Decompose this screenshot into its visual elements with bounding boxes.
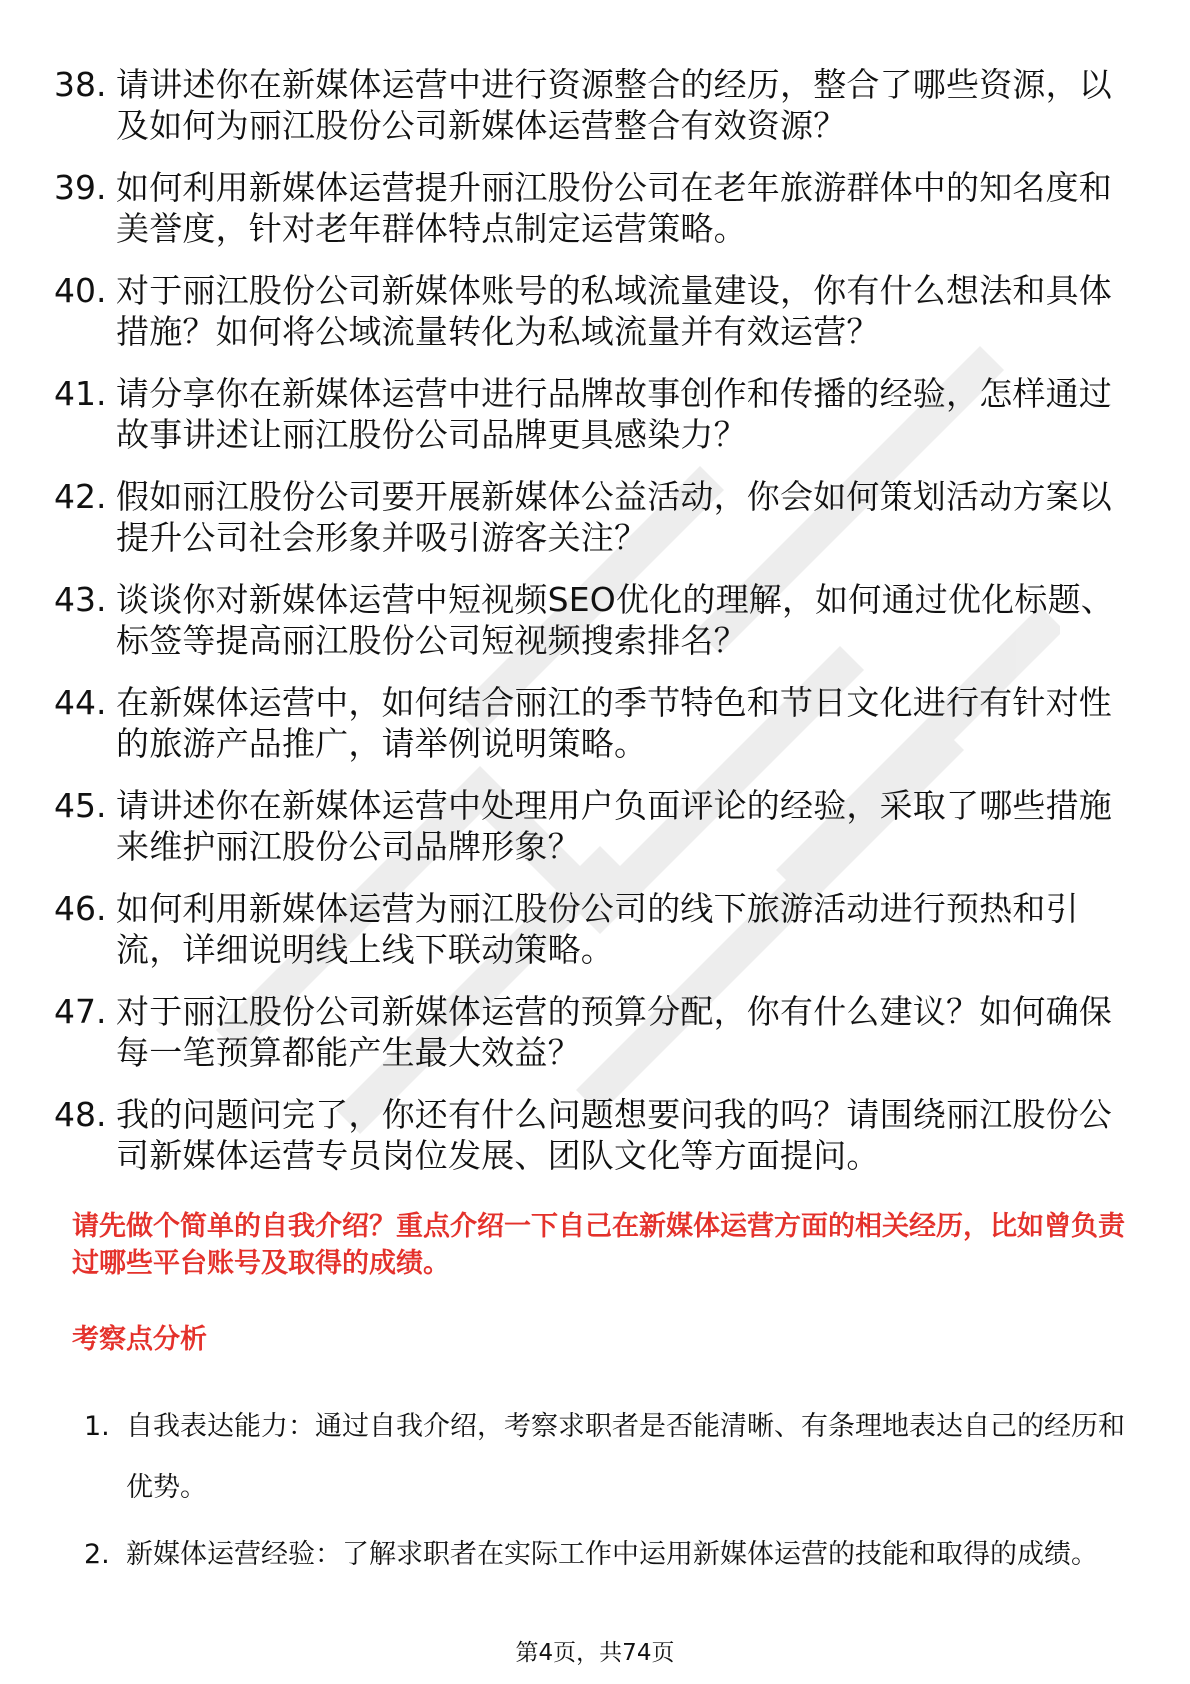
question-item-43 [54,579,1144,661]
question-item-48 [54,1094,1144,1176]
question-number: 46. [54,889,107,928]
question-item-38 [54,64,1144,146]
question-item-44 [54,682,1144,764]
question-number: 38. [54,65,107,104]
question-text: 在新媒体运营中，如何结合丽江的季节特色和节日文化进行有针对性的旅游产品推广，请举例说明策略。 [116,683,1112,763]
question-list [54,64,1144,1197]
question-number: 48. [54,1095,107,1134]
question-number: 42. [54,477,107,516]
question-number: 43. [54,580,107,619]
question-item-40 [54,270,1144,352]
question-item-45 [54,785,1144,867]
analysis-item [84,1396,1134,1518]
question-number: 39. [54,168,107,207]
question-number: 45. [54,786,107,825]
question-text: 如何利用新媒体运营提升丽江股份公司在老年旅游群体中的知名度和美誉度，针对老年群体特点制定运营策略。 [116,168,1112,248]
analysis-number: 2. [84,1539,110,1570]
question-text: 请讲述你在新媒体运营中进行资源整合的经历，整合了哪些资源，以及如何为丽江股份公司新媒体运营整合有效资源？ [116,65,1112,145]
analysis-item [84,1524,1134,1585]
question-item-39 [54,167,1144,249]
question-text: 请讲述你在新媒体运营中处理用户负面评论的经验，采取了哪些措施来维护丽江股份公司品牌形象？ [116,786,1112,866]
question-item-46 [54,888,1144,970]
question-number: 40. [54,271,107,310]
question-item-47 [54,991,1144,1073]
question-text: 对于丽江股份公司新媒体账号的私域流量建设，你有什么想法和具体措施？如何将公域流量转化为私域流量并有效运营？ [116,271,1112,351]
page-footer: 第4页，共74页 [515,1640,675,1666]
analysis-text: 自我表达能力：通过自我介绍，考察求职者是否能清晰、有条理地表达自己的经历和优势。 [126,1411,1125,1503]
question-text: 如何利用新媒体运营为丽江股份公司的线下旅游活动进行预热和引流，详细说明线上线下联动策略。 [116,889,1079,969]
question-text: 我的问题问完了，你还有什么问题想要问我的吗？请围绕丽江股份公司新媒体运营专员岗位发展、团队文化等方面提问。 [116,1095,1112,1175]
question-number: 44. [54,683,107,722]
question-text: 假如丽江股份公司要开展新媒体公益活动，你会如何策划活动方案以提升公司社会形象并吸引游客关注？ [116,477,1112,557]
question-text: 请分享你在新媒体运营中进行品牌故事创作和传播的经验，怎样通过故事讲述让丽江股份公司品牌更具感染力？ [116,374,1112,454]
analysis-text: 新媒体运营经验：了解求职者在实际工作中运用新媒体运营的技能和取得的成绩。 [126,1539,1098,1570]
question-number: 47. [54,992,107,1031]
analysis-title: 考察点分析 [72,1324,207,1355]
question-item-42 [54,476,1144,558]
featured-question: 请先做个简单的自我介绍？重点介绍一下自己在新媒体运营方面的相关经历，比如曾负责过哪些平台账号及取得的成绩。 [72,1211,1125,1279]
question-item-41 [54,373,1144,455]
question-number: 41. [54,374,107,413]
analysis-number: 1. [84,1411,110,1442]
question-text: 谈谈你对新媒体运营中短视频SEO优化的理解，如何通过优化标题、标签等提高丽江股份公司短视频搜索排名？ [116,580,1114,660]
question-text: 对于丽江股份公司新媒体运营的预算分配，你有什么建议？如何确保每一笔预算都能产生最大效益？ [116,992,1112,1072]
analysis-list [84,1396,1134,1591]
